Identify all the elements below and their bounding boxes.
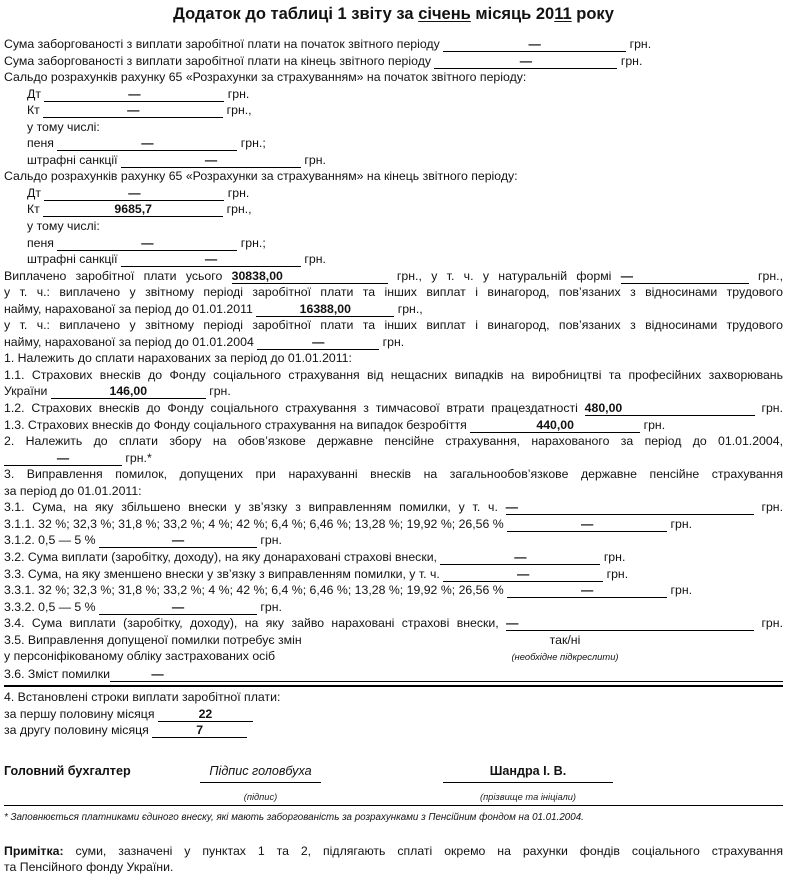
title-segment: 11 [554,5,572,23]
item-3-6-line [4,666,783,683]
paid-natural-amount[interactable] [621,270,749,284]
paid-total-amount-value: 30838,00 [231,268,283,283]
item-3-1-line-text: грн. [753,500,783,515]
item-3-3-1-line [4,582,783,599]
document-body [4,36,783,876]
item-3-1-1-line-text: 3.1.1. 32 %; 32,3 %; 31,8 %; 33,2 %; 4 %; 42 %; 6,4 %; 6,46 %; 13,28 %; 19,92 %; 26,56 % [4,516,508,531]
paid-2011-amount-line-text: грн., [394,301,423,316]
saldo-end-dt-amount[interactable] [44,187,224,201]
item-3-1-amount[interactable] [506,501,754,515]
item-3-3-line-text: грн. [603,566,629,581]
item-3-1-2-amount[interactable] [99,534,257,548]
section3-text2 [4,483,783,500]
title-segment: січень [418,5,471,23]
item-1-1-amount-line [4,383,783,400]
pay-second-half-line [4,722,783,739]
item-3-3-2-amount-value: — [171,599,185,614]
saldo-begin-header-text: Сальдо розрахунків рахунку 65 «Розрахунки за страхуванням» на початок звітного періоду: [4,70,527,85]
saldo-end-dt-amount-value: — [128,185,141,200]
saldo-begin-penya-line [4,135,783,152]
debt-end-line-text: грн. [617,53,643,68]
item-3-4-line [4,615,783,632]
item-3-1-1-line [4,516,783,533]
item-3-3-2-amount[interactable] [99,601,257,615]
item-3-1-2-line-text: грн. [257,533,282,548]
item-3-6-line-text: 3.6. Зміст помилки [4,666,110,681]
saldo-end-dt-line-text: Дт [27,185,45,200]
saldo-end-penalty-line [4,251,783,268]
item-3-3-1-line-text: 3.3.1. 32 %; 32,3 %; 31,8 %; 33,2 %; 4 %; 42 %; 6,4 %; 6,46 %; 13,28 %; 19,92 %; 26,56 % [4,583,508,598]
item-1-1-amount-line-text: України [4,384,51,399]
pay-first-half-line [4,706,783,723]
debt-end-line-text: Сума заборгованості з виплати заробітної плати на кінець звітного періоду [4,53,435,68]
item-1-3-amount[interactable] [470,419,640,433]
item-1-3-line [4,417,783,434]
saldo-begin-dt-amount-value: — [128,86,141,101]
note-line-1-text: Примітка: [4,843,76,858]
pay-first-half-line-text: за першу половину місяця [4,706,158,721]
item-3-3-line-text: 3.3. Сума, на яку зменшено внески у зв’язку з виправленням помилки, у т. ч. [4,566,444,581]
note-line-2 [4,859,783,876]
saldo-begin-kt-amount-value: — [127,103,140,118]
paid-2004-text-text: у т. ч.: виплачено у звітному періоді заробітної плати та інших виплат і винагород, пов’язаних з відносинами трудового [4,318,783,333]
saldo-end-kt-line-text: Кт [27,202,44,217]
saldo-end-penalty-line-text: грн. [301,252,326,267]
item-3-3-1-line-text: грн. [667,583,693,598]
item-3-2-amount-value: — [514,549,527,564]
item-1-1-amount-line-text: грн. [205,384,231,399]
saldo-begin-dt-line-text: грн. [224,86,250,101]
saldo-begin-penya-amount-value: — [141,136,154,151]
paid-natural-amount-value: — [620,268,634,283]
paid-2011-text-text: у т. ч.: виплачено у звітному періоді заробітної плати та інших виплат і винагород, пов’язаних з відносинами трудового [4,285,783,300]
debt-begin-line [4,36,783,53]
paid-total-line-text: грн., [748,268,783,283]
item-3-1-1-amount-value: — [580,516,594,531]
item-3-4-amount[interactable] [506,617,754,631]
item-1-1-text [4,367,783,384]
debt-end-amount-value: — [519,53,533,68]
debt-begin-line-text: Сума заборгованості з виплати заробітної плати на початок звітного періоду [4,37,444,51]
signature-field-label: Підпис головбуха [209,763,312,778]
debt-begin-amount-value: — [528,37,541,51]
paid-2011-amount-line [4,301,783,318]
paid-total-line-text: Виплачено заробітної плати усього [4,268,232,283]
item-3-1-line-text: 3.1. Сума, на яку збільшено внески у зв’язку з виправленням помилки, у т. ч. [4,500,506,515]
chief-accountant-label-label: Головний бухгалтер [4,763,131,778]
item-3-6-content-extra-value [492,667,495,681]
section1-header [4,350,783,367]
item-3-1-2-line-text: 3.1.2. 0,5 — 5 % [4,533,100,548]
saldo-begin-penalty-line-text: штрафні санкції [27,152,121,167]
item-3-3-2-line [4,599,783,616]
item-1-2-amount-value: 480,00 [584,401,623,416]
item-3-3-1-amount-value: — [580,583,594,598]
section-divider-rule [4,685,783,687]
chief-accountant-label [4,763,200,780]
saldo-begin-including-text: у тому числі: [27,119,100,134]
pay-second-half-day[interactable] [152,724,247,738]
document-title [4,5,783,24]
debt-end-line [4,53,783,70]
item-3-4-line-text: грн. [754,616,783,631]
item-1-1-amount-value: 146,00 [109,384,148,399]
item-3-5-line-1-label: 3.5. Виправлення допущеної помилки потребує змін [4,632,302,647]
saldo-begin-penalty-line [4,152,783,169]
item-3-3-2-line-text: грн. [257,599,282,614]
section2-amount-line [4,450,783,467]
saldo-begin-penya-line-text: пеня [27,136,58,151]
item-3-1-2-amount-value: — [171,533,185,548]
section1-header-text: 1. Належить до сплати нарахованих за період до 01.01.2011: [4,351,352,366]
surname-initials-field-text[interactable] [443,763,613,783]
item-1-3-line-text: 1.3. Страхових внесків до Фонду соціального страхування на випадок безробіття [4,417,471,432]
item-3-2-amount[interactable] [440,551,600,565]
footnote-line-text: * Заповнюється платниками єдиного внеску, які мають заборгованість за розрахунками з Пенсійним фондом на 01.01.2004. [4,812,584,824]
saldo-end-header [4,168,783,185]
chief-accountant-label-text [4,763,200,780]
saldo-end-kt-line-text: грн., [223,202,252,217]
saldo-end-including-text: у тому числі: [27,219,100,234]
saldo-begin-penalty-amount[interactable] [121,154,301,168]
item-3-4-amount-value: — [506,616,519,631]
saldo-end-header-text: Сальдо розрахунків рахунку 65 «Розрахунки за страхуванням» на кінець звітного періоду: [4,169,518,184]
pay-second-half-day-value: 7 [196,723,204,738]
item-3-1-line [4,499,783,516]
saldo-end-penya-line-text: пеня [27,235,58,250]
item-3-2-line-text: грн. [600,549,626,564]
item-1-3-amount-value: 440,00 [536,417,574,432]
saldo-end-kt-line [4,201,783,218]
saldo-end-penalty-amount-value: — [204,252,218,267]
saldo-begin-including [4,119,783,136]
section2-text-text: 2. Належить до сплати збору на обов’язкове державне пенсійне страхування, нарахованого за період до 01.01.2004, [4,434,783,449]
section3-text [4,466,783,483]
signature-field-text[interactable] [200,763,321,783]
section4-header [4,689,783,706]
section2-text [4,433,783,450]
item-3-6-content-value: — [151,666,164,681]
item-3-1-1-line-text: грн. [667,516,693,531]
section2-amount-line-text: грн.* [122,450,152,465]
paid-total-amount[interactable] [232,270,388,284]
saldo-end-penya-amount[interactable] [57,237,237,251]
signature-row [4,763,783,805]
item-1-2-line [4,400,783,417]
surname-initials-field-sublabel: (прізвище та ініціали) [479,791,577,802]
saldo-begin-penya-line-text: грн.; [237,136,266,151]
paid-2011-amount-value: 16388,00 [299,301,351,316]
pay-second-half-line-text: за другу половину місяця [4,723,153,738]
saldo-begin-dt-amount[interactable] [44,88,224,102]
paid-2004-amount-line-text: найму, нарахованої за період до 01.01.2004 [4,334,258,349]
saldo-begin-dt-line-text: Дт [27,86,45,101]
saldo-begin-penalty-amount-value: — [204,152,218,167]
signature-field [200,763,321,805]
debt-end-amount[interactable] [434,55,617,69]
item-3-2-line [4,549,783,566]
saldo-begin-kt-line-text: Кт [27,103,44,118]
saldo-end-dt-line-text: грн. [224,185,250,200]
item-3-4-line-text: 3.4. Сума виплати (заробітку, доходу), на яку зайво нараховані страхові внески, [4,616,507,631]
saldo-begin-penalty-line-text: грн. [301,152,326,167]
section3-text-text: 3. Виправлення помилок, допущених при нарахуванні внесків на загальнообов’язкове державне пенсійне страхування [4,467,783,482]
item-1-1-text-text: 1.1. Страхових внесків до Фонду соціального страхування від нещасних випадків на виробництві та професійних захворювань [4,367,783,382]
item-3-5-line-2-right: (необхідне підкреслити) [511,651,619,663]
section3-text2-text: за період до 01.01.2011: [4,483,142,498]
pay-first-half-day[interactable] [158,708,253,722]
item-3-1-2-line [4,532,783,549]
item-3-6-content-extra[interactable] [205,668,783,682]
surname-initials-field [443,763,613,805]
note-line-1 [4,843,783,860]
saldo-begin-penya-amount[interactable] [57,137,237,151]
item-3-3-2-line-text: 3.3.2. 0,5 — 5 % [4,599,100,614]
footnote-divider-rule [4,805,783,806]
saldo-end-dt-line [4,185,783,202]
item-3-1-amount-value: — [505,500,518,515]
paid-2004-amount-line [4,334,783,351]
saldo-end-penya-amount-value: — [141,235,154,250]
paid-2004-text [4,317,783,334]
item-1-2-amount[interactable] [585,402,755,416]
item-3-6-content[interactable] [110,668,205,682]
pay-first-half-day-value: 22 [198,706,213,721]
saldo-end-penya-line [4,235,783,252]
note-line-2-text: та Пенсійного фонду України. [4,860,174,875]
item-3-3-line [4,566,783,583]
footnote-line [4,810,783,827]
item-1-2-line-text: 1.2. Страхових внесків до Фонду соціального страхування з тимчасової втрати працездатності [4,401,585,416]
item-3-2-line-text: 3.2. Сума виплати (заробітку, доходу), на яку донараховані страхові внески, [4,549,441,564]
item-3-5-line-1-right[interactable]: так/ні [549,632,581,647]
saldo-end-penalty-amount[interactable] [121,253,301,267]
saldo-begin-header [4,69,783,86]
surname-initials-field-label: Шандра І. В. [489,763,567,778]
paid-2011-amount-line-text: найму, нарахованої за період до 01.01.2011 [4,301,257,316]
paid-2011-amount[interactable] [256,303,394,317]
item-1-1-amount[interactable] [51,385,206,399]
paid-2004-amount-value: — [312,334,325,349]
paid-2011-text [4,284,783,301]
saldo-begin-dt-line [4,86,783,103]
saldo-end-penalty-line-text: штрафні санкції [27,252,121,267]
saldo-begin-kt-amount[interactable] [43,104,223,118]
item-3-3-1-amount[interactable] [507,584,667,598]
paid-total-line [4,268,783,285]
section2-amount-value: — [56,450,70,465]
item-3-5-line-2 [4,648,783,666]
item-3-1-1-amount[interactable] [507,518,667,532]
debt-begin-amount[interactable] [443,38,626,52]
saldo-end-penya-line-text: грн.; [237,235,266,250]
item-3-3-amount[interactable] [443,568,603,582]
debt-begin-line-text: грн. [626,37,652,51]
paid-total-line-text: грн., у т. ч. у натуральній формі [387,268,621,283]
item-3-5-line-2-label: у персоніфікованому обліку застрахованих осіб [4,649,276,664]
item-1-3-line-text: грн. [640,417,666,432]
paid-2004-amount-line-text: грн. [379,334,405,349]
title-segment: Додаток до таблиці 1 звіту за [173,5,419,23]
item-3-5-line-1 [4,632,783,649]
saldo-end-kt-amount-value: 9685,7 [114,202,153,217]
item-1-2-line-text: грн. [754,401,783,416]
note-line-1-text: суми, зазначені у пунктах 1 та 2, підлягають сплаті окремо на рахунки фондів соціального страхування [75,843,784,858]
title-segment: місяць 20 [470,5,555,23]
saldo-begin-kt-line [4,102,783,119]
section4-header-text: 4. Встановлені строки виплати заробітної плати: [4,690,281,705]
signature-field-sublabel: (підпис) [243,791,278,802]
title-segment: року [571,5,614,23]
saldo-begin-kt-line-text: грн., [223,103,252,118]
saldo-end-including [4,218,783,235]
paid-2004-amount[interactable] [257,336,379,350]
saldo-end-kt-amount[interactable] [43,203,223,217]
section2-amount[interactable] [4,452,122,466]
item-3-3-amount-value: — [517,566,530,581]
